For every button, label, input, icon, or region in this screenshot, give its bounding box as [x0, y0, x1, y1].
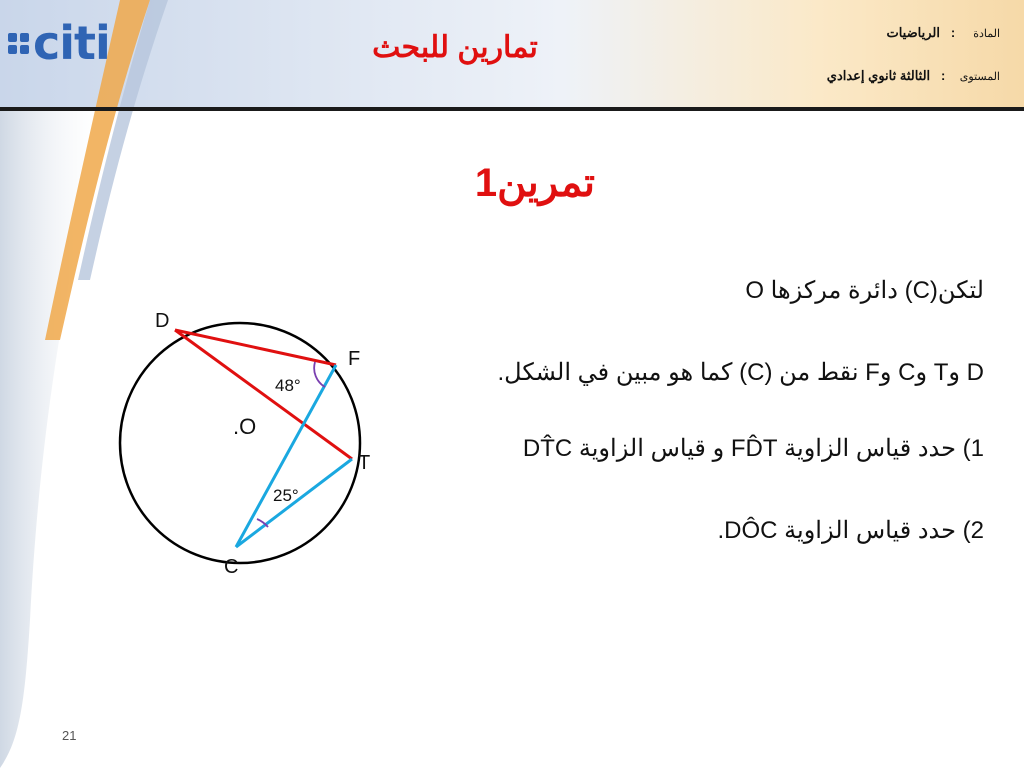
logo-squares-icon: [8, 33, 29, 54]
exercise-question-2: 2) حدد قياس الزاوية DÔC.: [717, 517, 984, 544]
exercise-line-2: D وT وC وF نقط من (C) كما هو مبين في الشكل.: [497, 359, 984, 386]
page-title: تمارين للبحث: [372, 31, 538, 64]
label-t: T: [358, 452, 371, 474]
exercise-line-1: لتكن(C) دائرة مركزها O: [745, 277, 984, 304]
header-divider: [0, 107, 1024, 111]
exercise-question-1: 1) حدد قياس الزاوية FD̂T و قياس الزاوية DT̂C: [522, 435, 984, 462]
subject-sep: :: [950, 25, 956, 40]
geometry-figure: [100, 295, 400, 585]
subject-value: الرياضيات: [886, 25, 940, 40]
angle-label-c: 25°: [273, 486, 299, 505]
label-d: D: [155, 310, 170, 332]
citi-logo: [8, 16, 110, 70]
subject-key: المادة: [973, 28, 1000, 40]
circle-c: [120, 323, 360, 563]
exercise-title: تمرين1: [474, 161, 596, 205]
label-o: .O: [233, 414, 257, 439]
label-c: C: [224, 556, 239, 578]
level-key: المستوى: [959, 71, 1000, 83]
level-row: [780, 68, 1000, 84]
subject-row: [820, 25, 1000, 41]
logo-text: citi: [33, 16, 110, 70]
angle-label-f: 48°: [275, 376, 301, 395]
angle-arc-f: [314, 362, 325, 387]
page-number: 21: [62, 728, 77, 743]
level-value: الثالثة ثانوي إعدادي: [826, 68, 931, 83]
label-f: F: [348, 348, 361, 370]
level-sep: :: [941, 68, 946, 83]
